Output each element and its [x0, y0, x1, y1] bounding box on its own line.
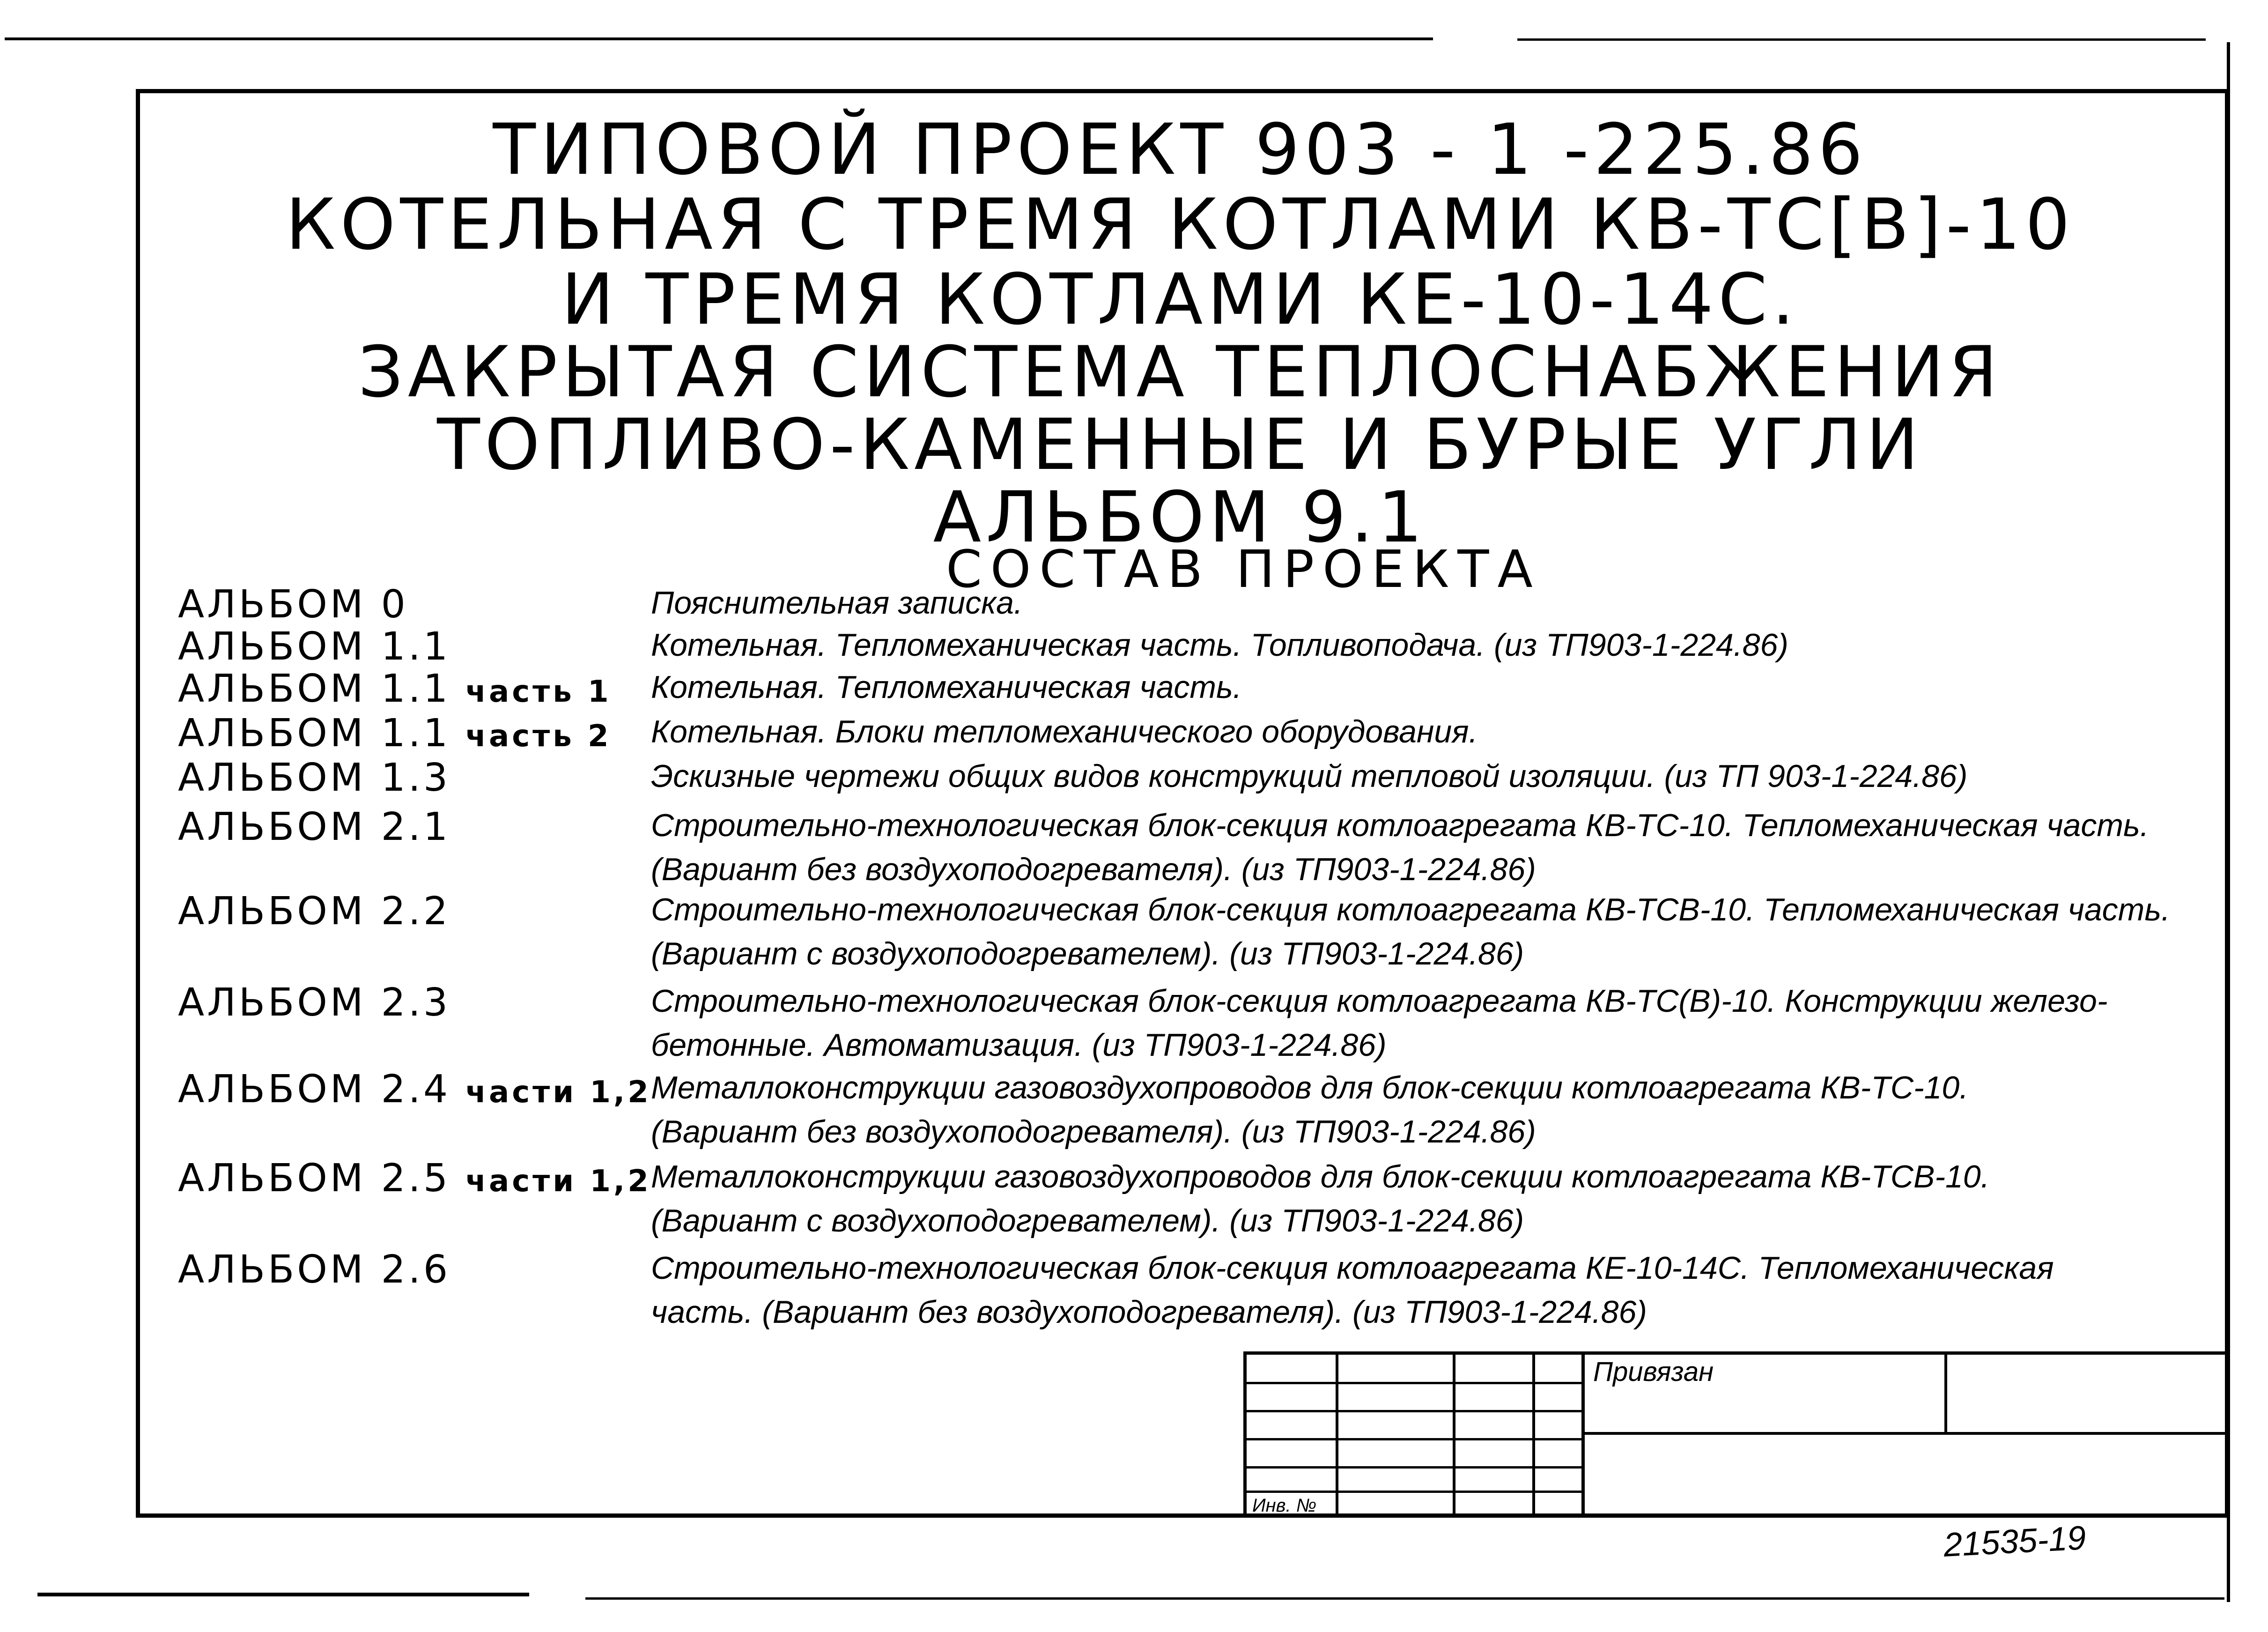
album-description-cont: (Вариант с воздухоподогревателем). (из ТП903-1-224.86)	[651, 1203, 1524, 1239]
album-label: АЛЬБОМ 1.1	[178, 624, 451, 669]
album-description: Строительно-технологическая блок-секция котлоагрегата КЕ-10-14С. Тепломеханическая	[651, 1250, 2054, 1286]
album-label: АЛЬБОМ 2.3	[178, 980, 451, 1025]
album-description: Металлоконструкции газовоздухопроводов для блок-секции котлоагрегата КВ-ТСВ-10.	[651, 1159, 1990, 1194]
album-label: АЛЬБОМ 2.6	[178, 1247, 451, 1292]
album-description-cont: бетонные. Автоматизация. (из ТП903-1-224.86)	[651, 1027, 1387, 1063]
album-label: АЛЬБОМ 1.1	[178, 711, 451, 756]
stamp-grid-line	[1247, 1410, 1584, 1412]
stamp-grid-line	[1584, 1432, 2230, 1435]
bottom-edge-line	[37, 1593, 529, 1596]
document-number: 21535-19	[1943, 1519, 2087, 1564]
album-description: Строительно-технологическая блок-секция котлоагрегата КВ-ТС-10. Тепломеханическая часть.	[651, 808, 2149, 843]
album-description: Котельная. Блоки тепломеханического оборудования.	[651, 714, 1478, 749]
album-label: АЛЬБОМ 1.1	[178, 667, 451, 711]
title-line-1: ТИПОВОЙ ПРОЕКТ 903 - 1 -225.86	[493, 109, 1868, 191]
stamp-grid-line	[1247, 1382, 1584, 1384]
title-line-3: И ТРЕМЯ КОТЛАМИ КЕ-10-14С.	[561, 259, 1799, 341]
album-label: АЛЬБОМ 1.3	[178, 756, 451, 800]
album-description: Строительно-технологическая блок-секция котлоагрегата КВ-ТСВ-10. Тепломеханическая часть.	[651, 892, 2170, 927]
stamp-grid-line	[1247, 1438, 1584, 1440]
album-part: часть 1	[465, 675, 612, 709]
section-heading: СОСТАВ ПРОЕКТА	[946, 539, 1541, 599]
bottom-edge-line-right	[585, 1597, 2224, 1600]
title-line-5: ТОПЛИВО-КАМЕННЫЕ И БУРЫЕ УГЛИ	[437, 404, 1923, 486]
album-description-cont: (Вариант без воздухоподогревателя). (из ТП903-1-224.86)	[651, 852, 1536, 887]
album-description: Котельная. Тепломеханическая часть.	[651, 669, 1242, 705]
album-description: Эскизные чертежи общих видов конструкций тепловой изоляции. (из ТП 903-1-224.86)	[651, 758, 1968, 794]
album-description: Строительно-технологическая блок-секция котлоагрегата КВ-ТС(В)-10. Конструкции железо-	[651, 983, 2108, 1019]
stamp-grid-line	[1247, 1466, 1584, 1469]
album-description-cont: (Вариант с воздухоподогревателем). (из ТП903-1-224.86)	[651, 936, 1524, 972]
title-line-4: ЗАКРЫТАЯ СИСТЕМА ТЕПЛОСНАБЖЕНИЯ	[358, 332, 2002, 413]
album-part: части 1,2	[465, 1075, 651, 1110]
top-edge-line-right	[1517, 38, 2206, 41]
album-description: Котельная. Тепломеханическая часть. Топливоподача. (из ТП903-1-224.86)	[651, 627, 1788, 663]
top-edge-line	[5, 37, 1433, 40]
stamp-grid-line	[1944, 1355, 1947, 1434]
album-part: часть 2	[465, 719, 612, 754]
album-part: части 1,2	[465, 1164, 651, 1199]
album-label: АЛЬБОМ 2.4	[178, 1067, 451, 1112]
album-title: АЛЬБОМ 9.1	[933, 477, 1427, 558]
title-stamp	[1243, 1351, 2229, 1518]
title-line-2: КОТЕЛЬНАЯ С ТРЕМЯ КОТЛАМИ КВ-ТС[В]-10	[285, 184, 2075, 266]
album-description: Металлоконструкции газовоздухопроводов для блок-секции котлоагрегата КВ-ТС-10.	[651, 1070, 1969, 1105]
album-label: АЛЬБОМ 2.1	[178, 805, 451, 849]
album-description-cont: часть. (Вариант без воздухоподогревателя). (из ТП903-1-224.86)	[651, 1294, 1647, 1330]
album-label: АЛЬБОМ 2.5	[178, 1156, 451, 1201]
album-description-cont: (Вариант без воздухоподогревателя). (из ТП903-1-224.86)	[651, 1114, 1536, 1150]
bound-label: Привязан	[1593, 1357, 1714, 1387]
album-label: АЛЬБОМ 0	[178, 582, 408, 627]
album-description: Пояснительная записка.	[651, 585, 1023, 621]
inventory-number-label: Инв. №	[1252, 1495, 1317, 1516]
stamp-grid-line	[1247, 1491, 1584, 1493]
album-label: АЛЬБОМ 2.2	[178, 889, 451, 934]
